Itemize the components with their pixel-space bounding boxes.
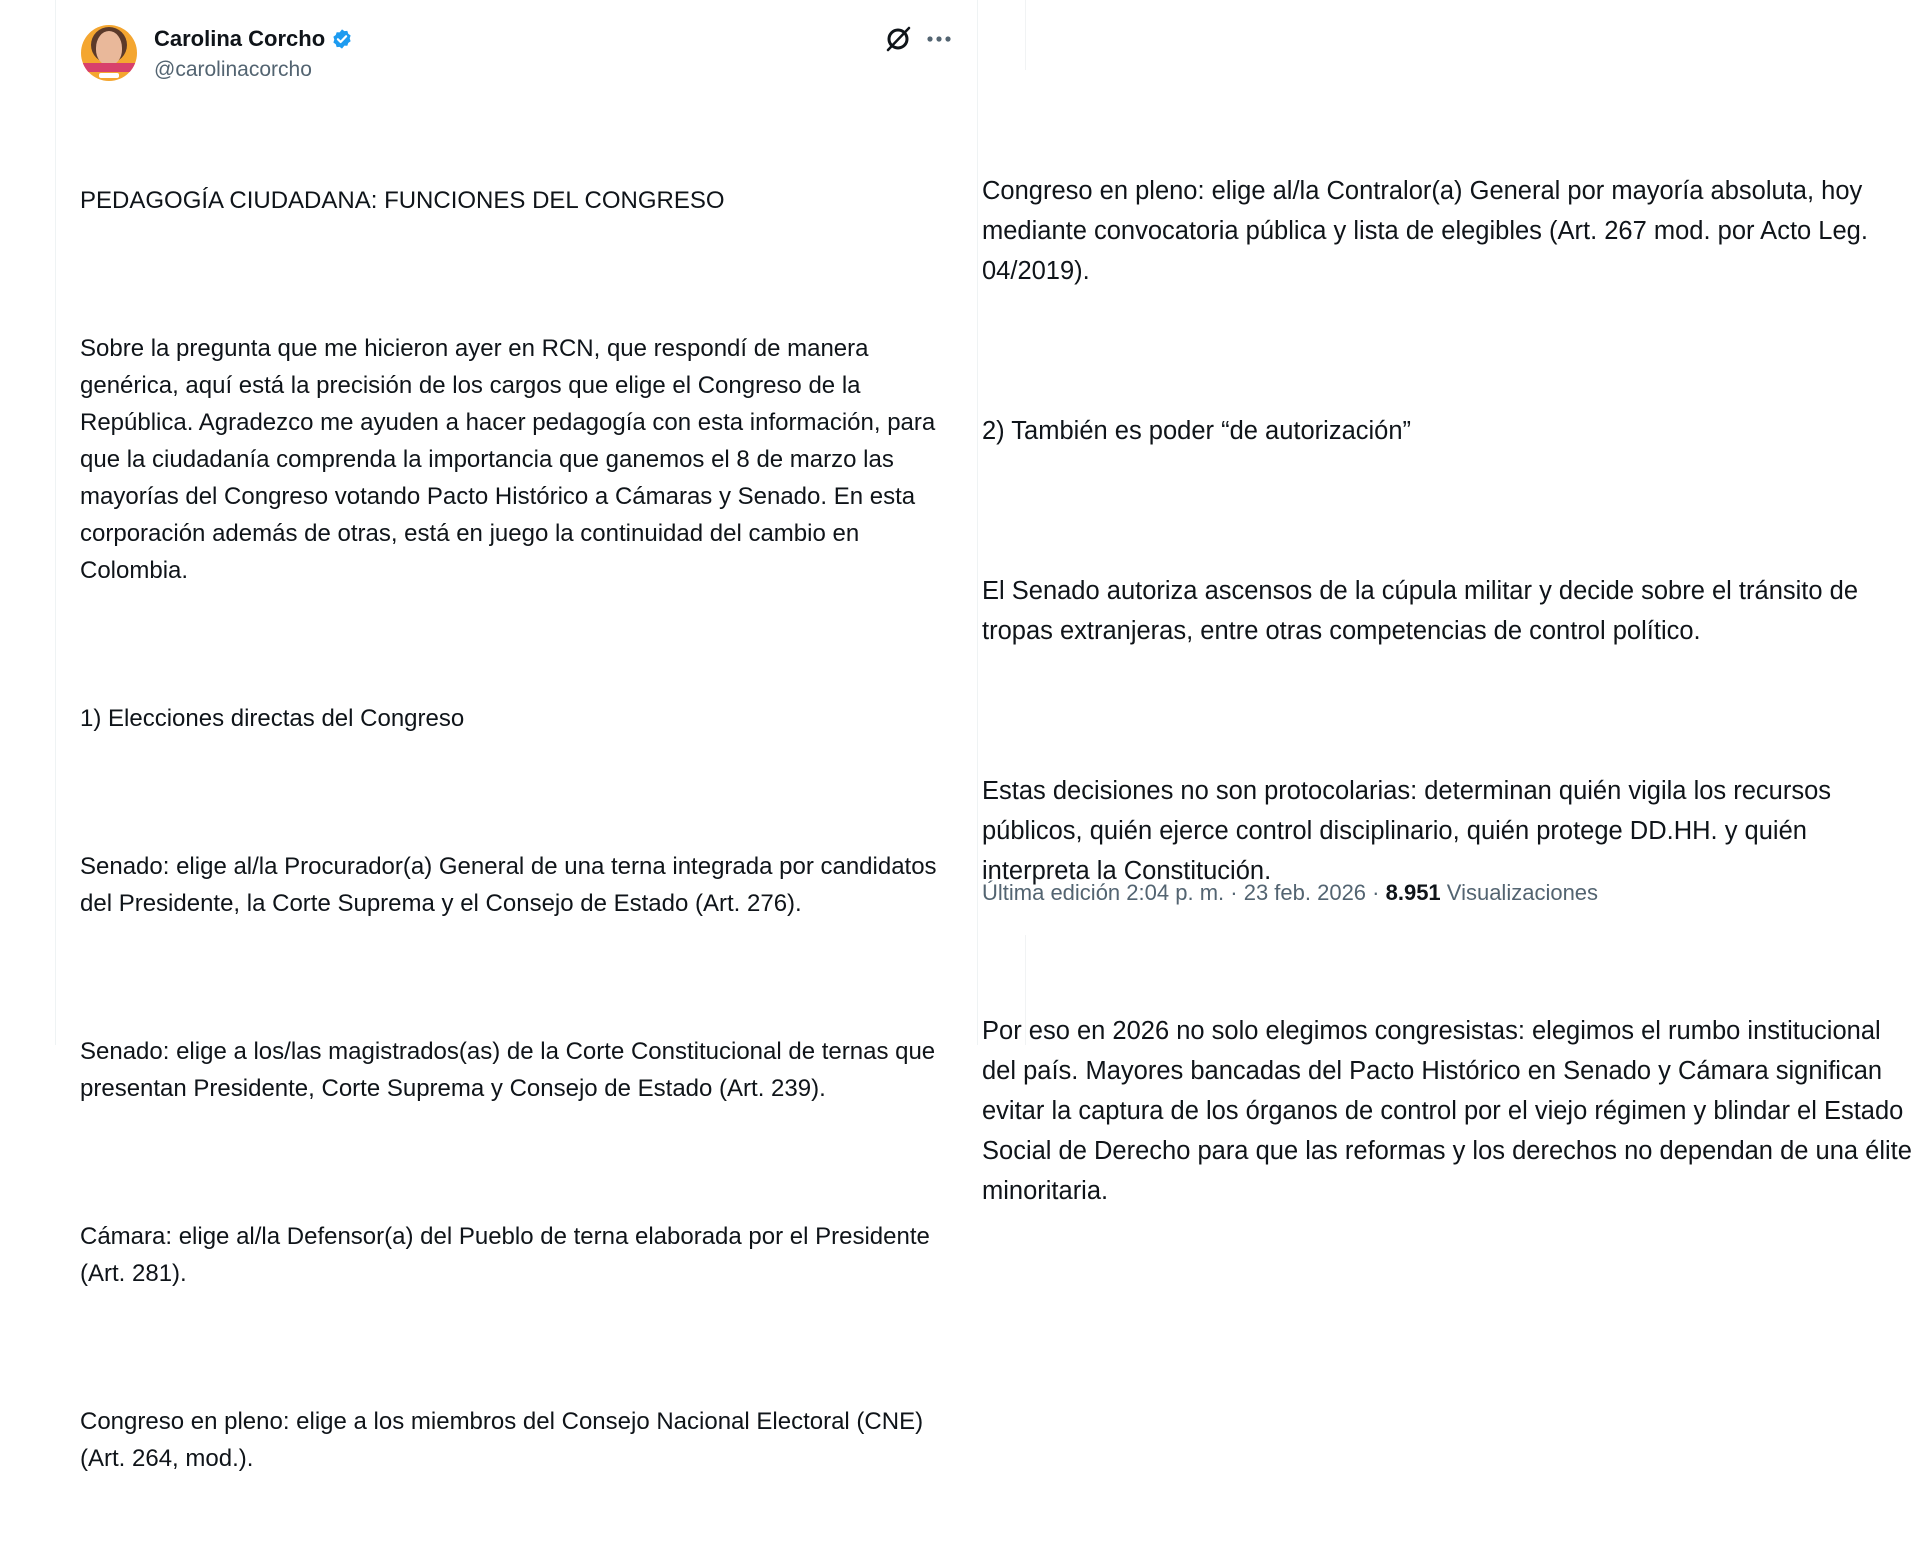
avatar-badge	[99, 73, 119, 78]
more-options-icon[interactable]	[926, 29, 952, 49]
tweet-paragraph: El Senado autoriza ascensos de la cúpula militar y decide sobre el tránsito de tropas extranjeras, entre otras competencias de control político.	[982, 577, 1866, 645]
author-display-name[interactable]: Carolina Corcho	[154, 26, 326, 51]
tweet-paragraph: Estas decisiones no son protocolarias: determinan quién vigila los recursos públicos, quién ejerce control disciplinario, quién protege DD.HH. y quién interpreta la Constitución.	[982, 777, 1839, 885]
tweet-paragraph: Congreso en pleno: elige al/la Contralor(a) General por mayoría absoluta, hoy mediante convocatoria pública y lista de elegibles (Art. 267 mod. por Acto Leg. 04/2019).	[982, 177, 1876, 285]
tweet-section-heading: 1) Elecciones directas del Congreso	[80, 705, 465, 732]
tweet-body-right	[982, 91, 1920, 1291]
author-name-row[interactable]	[154, 26, 353, 52]
views-count: 8.951	[1385, 880, 1441, 905]
tweet-time[interactable]: 2:04 p. m.	[1126, 880, 1225, 905]
avatar[interactable]	[81, 25, 137, 81]
avatar-face	[96, 31, 122, 65]
meta-separator: ·	[1224, 880, 1244, 905]
author-handle[interactable]: @carolinacorcho	[154, 58, 312, 81]
tweet-section-heading: 2) También es poder “de autorización”	[982, 417, 1412, 445]
tweet-title: PEDAGOGÍA CIUDADANA: FUNCIONES DEL CONGRESO	[80, 187, 725, 214]
verified-badge-icon	[331, 28, 353, 50]
tweet-paragraph: Senado: elige al/la Procurador(a) General de una terna integrada por candidatos del Presidente, la Corte Suprema y el Consejo de Estado (Art. 276).	[80, 853, 944, 917]
tweet-paragraph: Por eso en 2026 no solo elegimos congresistas: elegimos el rumbo institucional del país. Mayores bancadas del Pacto Histórico en Senado y Cámara significan evitar la captura de los órganos de control por el viejo régimen y blindar el Estado Social de Derecho para que las reformas y los derechos no dependan de una élite minoritaria.	[982, 1017, 1920, 1205]
tweet-meta	[982, 880, 1598, 906]
divider-line	[1025, 0, 1026, 70]
edited-label[interactable]: Última edición	[982, 880, 1121, 905]
tweet-paragraph: Senado: elige a los/las magistrados(as) de la Corte Constitucional de ternas que presentan Presidente, Corte Suprema y Consejo de Estado (Art. 239).	[80, 1038, 942, 1102]
grok-icon[interactable]	[883, 24, 913, 54]
views-label: Visualizaciones	[1446, 880, 1599, 905]
avatar-banner	[81, 63, 137, 72]
meta-separator: ·	[1366, 880, 1386, 905]
tweet-body-left	[80, 108, 960, 1551]
tweet-paragraph: Sobre la pregunta que me hicieron ayer en RCN, que respondí de manera genérica, aquí está la precisión de los cargos que elige el Congreso de la República. Agradezco me ayuden a hacer pedagogía con esta información, para que la ciudadanía comprenda la importancia que ganemos el 8 de marzo las mayorías del Congreso votando Pacto Histórico a Cámaras y Senado. En esta corporación además de otras, está en juego la continuidad del cambio en Colombia.	[80, 335, 942, 584]
tweet-date[interactable]: 23 feb. 2026	[1243, 880, 1367, 905]
tweet-paragraph: Congreso en pleno: elige a los miembros del Consejo Nacional Electoral (CNE) (Art. 264, mod.).	[80, 1408, 930, 1472]
tweet-paragraph: Cámara: elige al/la Defensor(a) del Pueblo de terna elaborada por el Presidente (Art. 281).	[80, 1223, 937, 1287]
